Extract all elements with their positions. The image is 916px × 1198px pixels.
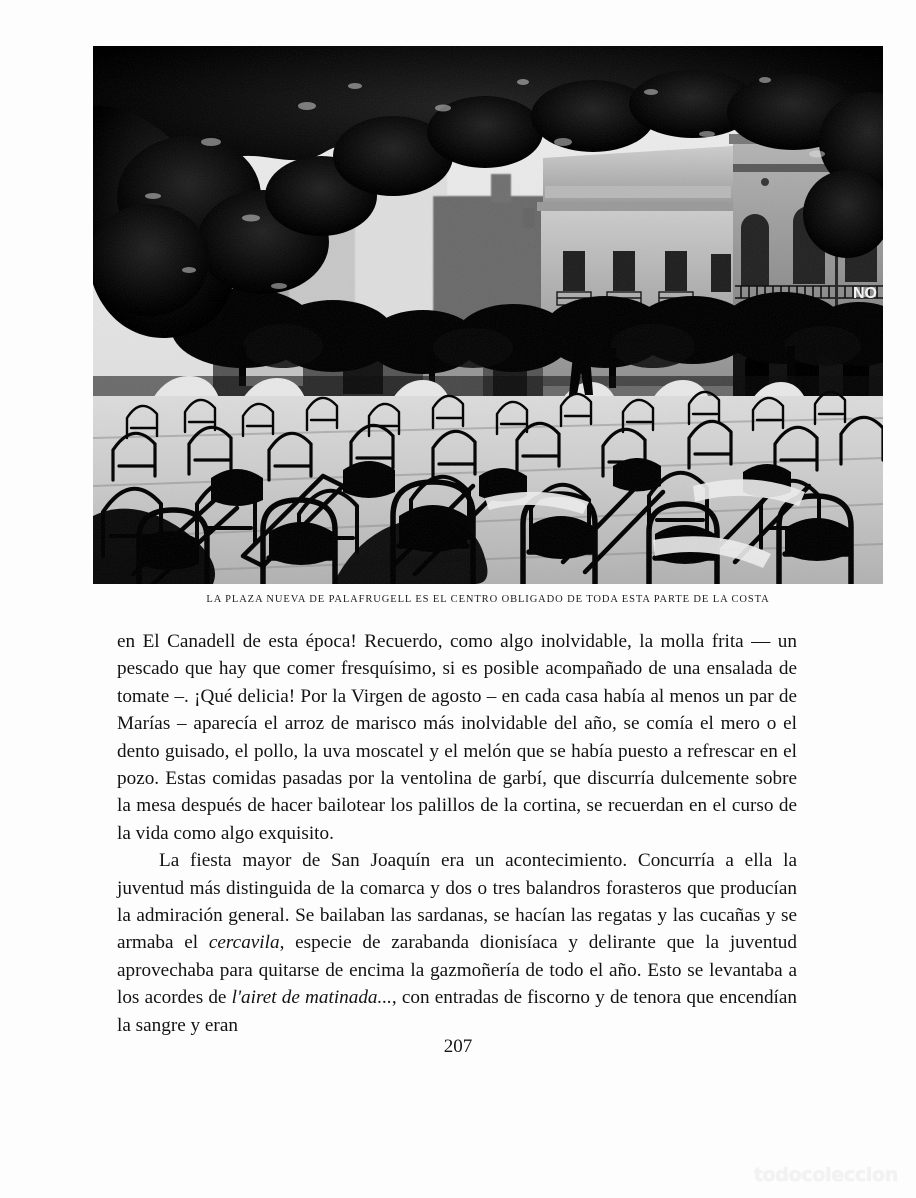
paragraph-2-italic-lairet-de-matinada: l'airet de matinada... xyxy=(231,987,392,1009)
paragraph-1-text: en El Canadell de esta época! Recuerdo, como algo inolvidable, la molla frita — un pescado que hay que comer fresquísimo, si es posible acompañado de una ensalada de tomate –. ¡Qué delicia! Por la Virgen de agosto – en cada casa había al menos un par de Marías – aparecía el arroz de marisco más inolvidable del año, se comía el mero o el dento guisado, el pollo, la uva moscatel y el melón que se había puesto a refrescar en el pozo. Estas comidas pasadas por la ventolina de garbí, que discurría dulcemente sobre la mesa después de hacer bailotear los palillos de la cortina, se recuerdan en el curso de la vida como algo exquisito. xyxy=(117,631,797,844)
figure-plaza-nueva-palafrugell xyxy=(93,46,883,605)
paragraph-2-text-part-2: , especie de zarabanda dionisíaca y delirante que la juventud aprovechaba para quitarse de encima la gazmoñería de todo el año. Esto se levantaba a los acordes de xyxy=(117,932,797,1009)
svg-text:NO: NO xyxy=(853,285,877,302)
photograph-caption: LA PLAZA NUEVA DE PALAFRUGELL ES EL CENTRO OBLIGADO DE TODA ESTA PARTE DE LA COSTA xyxy=(206,594,770,605)
paragraph-2-italic-cercavila: cercavila xyxy=(208,932,280,954)
paragraph-2-text-part-1: La fiesta mayor de San Joaquín era un acontecimiento. Concurría a ella la juventud más distinguida de la comarca y dos o tres balandros forasteros que producían la admiración general. Se bailaban las sardanas, se hacían las regatas y las cucañas y se armaba el xyxy=(117,850,797,954)
page-number: 207 xyxy=(443,1036,473,1057)
paragraph-1 xyxy=(117,628,797,847)
paragraph-2 xyxy=(117,847,797,1039)
todocoleccion-watermark: todocoleccion xyxy=(753,1164,898,1186)
photograph-image xyxy=(93,46,883,584)
body-text-column xyxy=(117,628,797,1039)
paragraph-2-text-part-3: , con entradas de fiscorno y de tenora que encendían la sangre y eran xyxy=(117,987,797,1036)
photograph-graphic xyxy=(93,46,883,584)
